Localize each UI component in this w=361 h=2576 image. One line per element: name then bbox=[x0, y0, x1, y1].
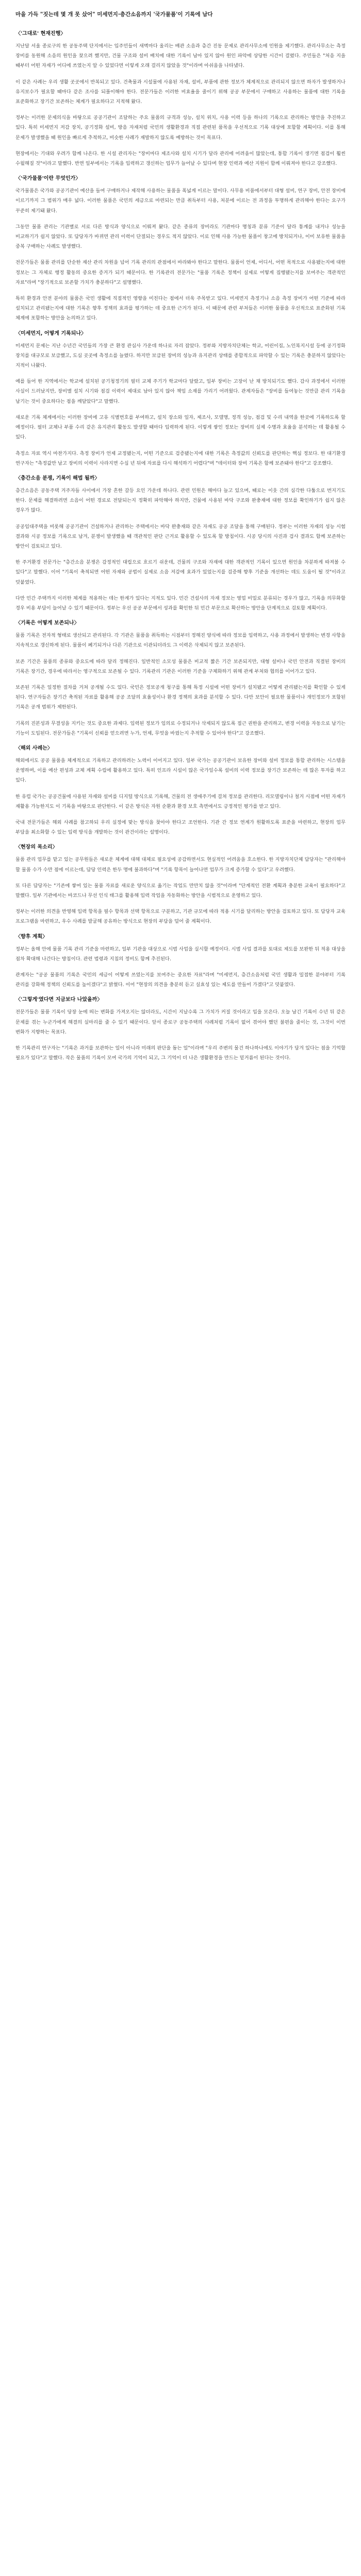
body-paragraph: 보존 기간은 물품의 종류와 중요도에 따라 달리 정해진다. 일반적인 소모성 물품은 비교적 짧은 기간 보존되지만, 대형 설비나 국민 안전과 직결된 장비의 기록은 장기간, 경우에 따라서는 영구적으로 보존될 수 있다. 기록관리 기관은 이러한 기준을 구체화하기 위해 관계 부처와 협의를 이어가고 있다. bbox=[15, 658, 346, 674]
body-paragraph: 새로운 기록 체계에서는 이러한 장비에 고유 식별번호를 부여하고, 설치 장소와 일자, 제조사, 모델명, 정격 성능, 점검 및 수리 내역을 한곳에 기록하도록 할 예정이다. 필터 교체나 부품 수리 같은 유지관리 활동도 발생할 때마다 입력하게 된다. 이렇게 쌓인 정보는 장비의 실제 수명과 효율을 분석하는 데 활용될 수 있다. bbox=[15, 414, 346, 440]
article-section bbox=[15, 619, 346, 738]
article-body bbox=[15, 30, 346, 1063]
article-section bbox=[15, 330, 346, 468]
body-paragraph: 특히 환경과 안전 분야의 물품은 국민 생활에 직접적인 영향을 미친다는 점에서 더욱 주목받고 있다. 미세먼지 측정기나 소음 측정 장비가 어떤 기준에 따라 설치되고 관리됐는지에 대한 기록은 향후 정책의 효과를 평가하는 데 중요한 근거가 된다. 이 때문에 관련 부처들은 이러한 물품을 우선적으로 표준화된 기록 체계에 포함하는 방안을 논의하고 있다. bbox=[15, 296, 346, 321]
section-heading: 〈기록은 어떻게 보존되나〉 bbox=[15, 620, 79, 626]
body-paragraph: 전문가들은 물품 기록이 당장 눈에 띄는 변화를 가져오지는 않더라도, 시간이 지날수록 그 가치가 커질 것이라고 입을 모은다. 오늘 남긴 기록이 수년 뒤 같은 문제를 겪는 누군가에게 해결의 실마리를 줄 수 있기 때문이다. 앞서 종로구 공동주택의 사례처럼 기록이 없어 겪어야 했던 불편을 줄이는 것, 그것이 이번 변화가 지향하는 목표다. bbox=[15, 1009, 346, 1035]
body-paragraph: 물품 관리 업무를 맡고 있는 공무원들은 새로운 체계에 대해 대체로 필요성에 공감하면서도 현실적인 어려움을 호소한다. 한 지방자치단체 담당자는 "관리해야 할 물품 수가 수만 점에 이르는데, 담당 인력은 한두 명에 불과하다"며 "기록 항목이 늘어나면 업무가 크게 증가할 수 있다"고 우려했다. bbox=[15, 857, 346, 873]
section-heading: 〈현장의 목소리〉 bbox=[15, 844, 58, 851]
section-heading: 〈'국가물품'이란 무엇인가〉 bbox=[15, 176, 81, 182]
section-heading: 〈해외 사례는〉 bbox=[15, 745, 53, 751]
article-title: 마을 가득 "짓는데 몇 개 못 샀어" 미세먼지·층간소음까지 '국가물품'이 기록에 남다 bbox=[15, 11, 213, 18]
body-paragraph: 또 다른 담당자는 "기존에 쌓여 있는 물품 자료를 새로운 양식으로 옮기는 작업도 만만치 않을 것"이라며 "단계적인 전환 계획과 충분한 교육이 필요하다"고 말했다. 일부 기관에서는 바코드나 무선 인식 태그를 활용해 입력 작업을 자동화하는 방안을 시범적으로 운영하고 있다. bbox=[15, 883, 346, 899]
body-paragraph: 다만 민간 주택까지 이러한 체계를 적용하는 데는 한계가 있다는 지적도 있다. 민간 건설사의 자재 정보는 영업 비밀로 분류되는 경우가 많고, 기록을 의무화할 경우 비용 부담이 늘어날 수 있기 때문이다. 정부는 우선 공공 부문에서 성과를 확인한 뒤 민간 부문으로 확산하는 방안을 단계적으로 검토할 계획이다. bbox=[15, 595, 346, 611]
body-paragraph: 전문가들은 물품 관리를 단순한 재산 관리 차원을 넘어 기록 관리의 관점에서 바라봐야 한다고 말한다. 물품이 언제, 어디서, 어떤 목적으로 사용됐는지에 대한 정보는 그 자체로 행정 활동의 중요한 증거가 되기 때문이다. 한 기록관리 전문가는 "물품 기록은 정책이 실제로 어떻게 집행됐는지를 보여주는 객관적인 자료"라며 "장기적으로 보존할 가치가 충분하다"고 설명했다. bbox=[15, 260, 346, 285]
body-paragraph: 층간소음은 공동주택 거주자들 사이에서 가장 흔한 갈등 요인 가운데 하나다. 관련 민원은 해마다 늘고 있으며, 때로는 이웃 간의 심각한 다툼으로 번지기도 한다. 문제를 해결하려면 소음이 어떤 경로로 전달되는지 정확히 파악해야 하지만, 건물에 사용된 바닥 구조와 완충재에 대한 정보를 확인하기가 쉽지 않은 경우가 많다. bbox=[15, 487, 346, 514]
article-section bbox=[15, 933, 346, 990]
body-paragraph: 정부는 이러한 문제의식을 바탕으로 공공기관이 조달하는 주요 물품의 규격과 성능, 설치 위치, 사용 이력 등을 하나의 기록으로 관리하는 방안을 추진하고 있다. 특히 미세먼지 저감 장치, 공기정화 설비, 방음 자재처럼 국민의 생활환경과 직접 관련된 품목을 우선적으로 기록 대상에 포함할 계획이다. 이를 통해 문제가 발생했을 때 원인을 빠르게 추적하고, 비슷한 사례가 재발하지 않도록 예방하는 것이 목표다. bbox=[15, 115, 346, 141]
body-paragraph: 한 기록관리 연구자는 "기록은 과거를 보관하는 일이 아니라 미래의 판단을 돕는 일"이라며 "우리 주변의 물건 하나하나에도 이야기가 담겨 있다는 점을 기억할 필요가 있다"고 말했다. 작은 물품의 기록이 모여 국가의 기억이 되고, 그 기억이 더 나은 생활환경을 만드는 밑거름이 된다는 것이다. bbox=[15, 1045, 346, 1061]
article-section bbox=[15, 996, 346, 1063]
body-paragraph: 그동안 물품 관리는 기관별로 서로 다른 방식과 양식으로 이뤄져 왔다. 같은 종류의 장비라도 기관마다 명칭과 분류 기준이 달라 통계를 내거나 성능을 비교하기가 쉽지 않았다. 또 담당자가 바뀌면 관리 이력이 단절되는 경우도 적지 않았다. 이로 인해 사용 가능한 물품이 창고에 방치되거나, 이미 보유한 물품을 중복 구매하는 사례도 발생했다. bbox=[15, 224, 346, 250]
body-paragraph: 한 유럽 국가는 공공건물에 사용된 자재와 설비를 디지털 방식으로 기록해, 건물의 전 생애주기에 걸쳐 정보를 관리한다. 리모델링이나 철거 시점에 어떤 자재가 재활용 가능한지도 이 기록을 바탕으로 판단한다. 이 같은 방식은 자원 순환과 환경 보호 측면에서도 긍정적인 평가를 받고 있다. bbox=[15, 793, 346, 809]
body-paragraph: 기록의 진본성과 무결성을 지키는 것도 중요한 과제다. 입력된 정보가 임의로 수정되거나 삭제되지 않도록 접근 권한을 관리하고, 변경 이력을 자동으로 남기는 기능이 도입된다. 전문가들은 "기록이 신뢰를 얻으려면 누가, 언제, 무엇을 바꿨는지 추적할 수 있어야 한다"고 강조했다. bbox=[15, 720, 346, 736]
body-paragraph: 관계자는 "공공 물품의 기록은 국민의 세금이 어떻게 쓰였는지를 보여주는 중요한 자료"라며 "미세먼지, 층간소음처럼 국민 생활과 밀접한 분야부터 기록 관리를 강화해 정책의 신뢰도를 높이겠다"고 밝혔다. 이어 "현장의 의견을 충분히 듣고 실효성 있는 제도를 만들어 가겠다"고 덧붙였다. bbox=[15, 972, 346, 988]
section-heading: 〈'그렇게'였다면 지금보다 나았을까〉 bbox=[15, 997, 103, 1003]
section-heading: 〈'그대로' 현재진행〉 bbox=[15, 31, 66, 37]
section-heading: 〈층간소음 분쟁, 기록이 해법 될까〉 bbox=[15, 475, 100, 481]
body-paragraph: 정부는 올해 안에 물품 기록 관리 기준을 마련하고, 일부 기관을 대상으로 시범 사업을 실시할 예정이다. 시범 사업 결과를 토대로 제도를 보완한 뒤 적용 대상을 점차 확대해 나간다는 방침이다. 관련 법령과 지침의 정비도 함께 추진된다. bbox=[15, 946, 346, 962]
body-paragraph: 국내 전문가들은 해외 사례를 참고하되 우리 실정에 맞는 방식을 찾아야 한다고 조언한다. 기관 간 정보 연계가 원활하도록 표준을 마련하고, 현장의 업무 부담을 최소화할 수 있는 입력 방식을 개발하는 것이 관건이라는 설명이다. bbox=[15, 819, 346, 836]
body-paragraph: 측정소 자료 역시 마찬가지다. 측정 장비가 언제 교정됐는지, 어떤 기준으로 검증됐는지에 대한 기록은 측정값의 신뢰도를 판단하는 핵심 정보다. 한 대기환경 연구자는 "측정값만 남고 장비의 이력이 사라지면 수십 년 뒤에 자료를 다시 해석하기 어렵다"며 "데이터와 장비 기록은 함께 보존돼야 한다"고 강조했다. bbox=[15, 450, 346, 466]
body-paragraph: 한 주거환경 전문가는 "층간소음 분쟁은 감정적인 대립으로 흐르기 쉬운데, 건물의 구조와 자재에 대한 객관적인 기록이 있으면 원인을 차분하게 따져볼 수 있다"고 말했다. 이어 "기록이 축적되면 어떤 자재와 공법이 실제로 소음 저감에 효과가 있었는지를 검증해 향후 기준을 개선하는 데도 도움이 될 것"이라고 덧붙였다. bbox=[15, 560, 346, 585]
article-section bbox=[15, 744, 346, 837]
article-section bbox=[15, 474, 346, 613]
body-paragraph: 보존된 기록은 일정한 절차를 거쳐 공개될 수도 있다. 국민은 정보공개 청구를 통해 특정 시설에 어떤 장비가 설치됐고 어떻게 관리됐는지를 확인할 수 있게 된다. 연구자들은 장기간 축적된 자료를 활용해 공공 조달의 효율성이나 환경 정책의 효과를 분석할 수 있다. 다만 보안이 필요한 물품이나 개인정보가 포함된 기록은 공개 범위가 제한된다. bbox=[15, 684, 346, 710]
body-paragraph: 해외에서도 공공 물품을 체계적으로 기록하고 관리하려는 노력이 이어지고 있다. 일부 국가는 공공기관이 보유한 장비와 설비 정보를 통합 관리하는 시스템을 운영하며, 이를 예산 편성과 교체 계획 수립에 활용하고 있다. 특히 인프라 시설이 많은 국가일수록 설비의 이력 정보를 장기간 보존하는 데 많은 투자를 하고 있다. bbox=[15, 757, 346, 784]
body-paragraph: 국가물품은 국가와 공공기관이 예산을 들여 구매하거나 제작해 사용하는 물품을 폭넓게 이르는 말이다. 사무용 비품에서부터 대형 설비, 연구 장비, 안전 장비에 이르기까지 그 범위가 매우 넓다. 이러한 물품은 국민의 세금으로 마련되는 만큼 취득부터 사용, 처분에 이르는 전 과정을 투명하게 관리해야 한다는 요구가 꾸준히 제기돼 왔다. bbox=[15, 188, 346, 214]
section-heading: 〈미세먼지, 어떻게 기록되나〉 bbox=[15, 330, 87, 336]
body-paragraph: 정부는 이러한 의견을 반영해 입력 항목을 필수 항목과 선택 항목으로 구분하고, 기관 규모에 따라 적용 시기를 달리하는 방안을 검토하고 있다. 또 담당자 교육 프로그램을 마련하고, 우수 사례를 발굴해 공유하는 방식으로 현장의 부담을 덜어 줄 계획이다. bbox=[15, 909, 346, 925]
body-paragraph: 물품 기록은 전자적 형태로 생산되고 관리된다. 각 기관은 물품을 취득하는 시점부터 정해진 양식에 따라 정보를 입력하고, 사용 과정에서 발생하는 변경 사항을 지속적으로 갱신하게 된다. 물품이 폐기되거나 다른 기관으로 이관되더라도 그 이력은 삭제되지 않고 보존된다. bbox=[15, 633, 346, 649]
article-section bbox=[15, 843, 346, 926]
article-section bbox=[15, 175, 346, 323]
article-section bbox=[15, 30, 346, 168]
body-paragraph: 미세먼지 문제는 지난 수년간 국민들의 가장 큰 환경 관심사 가운데 하나로 자리 잡았다. 정부와 지방자치단체는 학교, 어린이집, 노인복지시설 등에 공기정화 장치를 대규모로 보급했고, 도심 곳곳에 측정소를 늘렸다. 하지만 보급된 장비의 성능과 유지관리 상태를 종합적으로 파악할 수 있는 기록은 충분하지 않았다는 지적이 나왔다. bbox=[15, 343, 346, 369]
section-heading: 〈향후 계획〉 bbox=[15, 934, 48, 940]
body-paragraph: 이 같은 사례는 우리 생활 곳곳에서 반복되고 있다. 건축물과 시설물에 사용된 자재, 설비, 부품에 관한 정보가 체계적으로 관리되지 않으면 하자가 발생하거나 유지보수가 필요할 때마다 같은 조사를 되풀이해야 한다. 전문가들은 이러한 비효율을 줄이기 위해 공공 부문에서 구매하고 사용하는 물품에 대한 기록을 표준화하고 장기간 보존하는 체계가 필요하다고 지적해 왔다. bbox=[15, 79, 346, 105]
body-paragraph: 지난달 서울 종로구의 한 공동주택 단지에서는 입주민들이 새벽마다 울리는 배관 소음과 층간 진동 문제로 관리사무소에 민원을 제기했다. 관리사무소는 측정 장비를 동원해 소음의 원인을 찾으려 했지만, 건물 구조와 설비 배치에 대한 기록이 남아 있지 않아 원인 파악에 상당한 시간이 걸렸다. 주민들은 "처음 지을 때부터 어떤 자재가 어디에 쓰였는지 알 수 있었다면 이렇게 오래 걸리지 않았을 것"이라며 아쉬움을 나타냈다. bbox=[15, 43, 346, 69]
body-paragraph: 예를 들어 한 지역에서는 학교에 설치된 공기청정기의 필터 교체 주기가 학교마다 달랐고, 일부 장비는 고장이 난 채 방치되기도 했다. 감사 과정에서 이러한 사실이 드러났지만, 장비별 설치 시기와 점검 이력이 제대로 남아 있지 않아 책임 소재를 가리기 어려웠다. 관계자들은 "장비를 들여놓는 것만큼 관리 기록을 남기는 것이 중요하다는 점을 깨달았다"고 말했다. bbox=[15, 379, 346, 404]
body-paragraph: 현장에서는 기대와 우려가 함께 나온다. 한 시설 관리자는 "장비마다 제조사와 설치 시기가 달라 관리에 어려움이 많았는데, 통합 기록이 생기면 점검이 훨씬 수월해질 것"이라고 말했다. 반면 일부에서는 기록을 입력하고 갱신하는 업무가 늘어날 수 있다며 현장 인력과 예산 지원이 함께 이뤄져야 한다고 강조했다. bbox=[15, 150, 346, 167]
body-paragraph: 공공임대주택을 비롯해 공공기관이 건설하거나 관리하는 주택에서는 바닥 완충재와 같은 자재도 공공 조달을 통해 구매된다. 정부는 이러한 자재의 성능 시험 결과와 시공 정보를 기록으로 남겨, 분쟁이 발생했을 때 객관적인 판단 근거로 활용할 수 있도록 할 방침이다. 시공 당시의 사진과 검사 결과도 함께 보존하는 방안이 검토되고 있다. bbox=[15, 523, 346, 549]
